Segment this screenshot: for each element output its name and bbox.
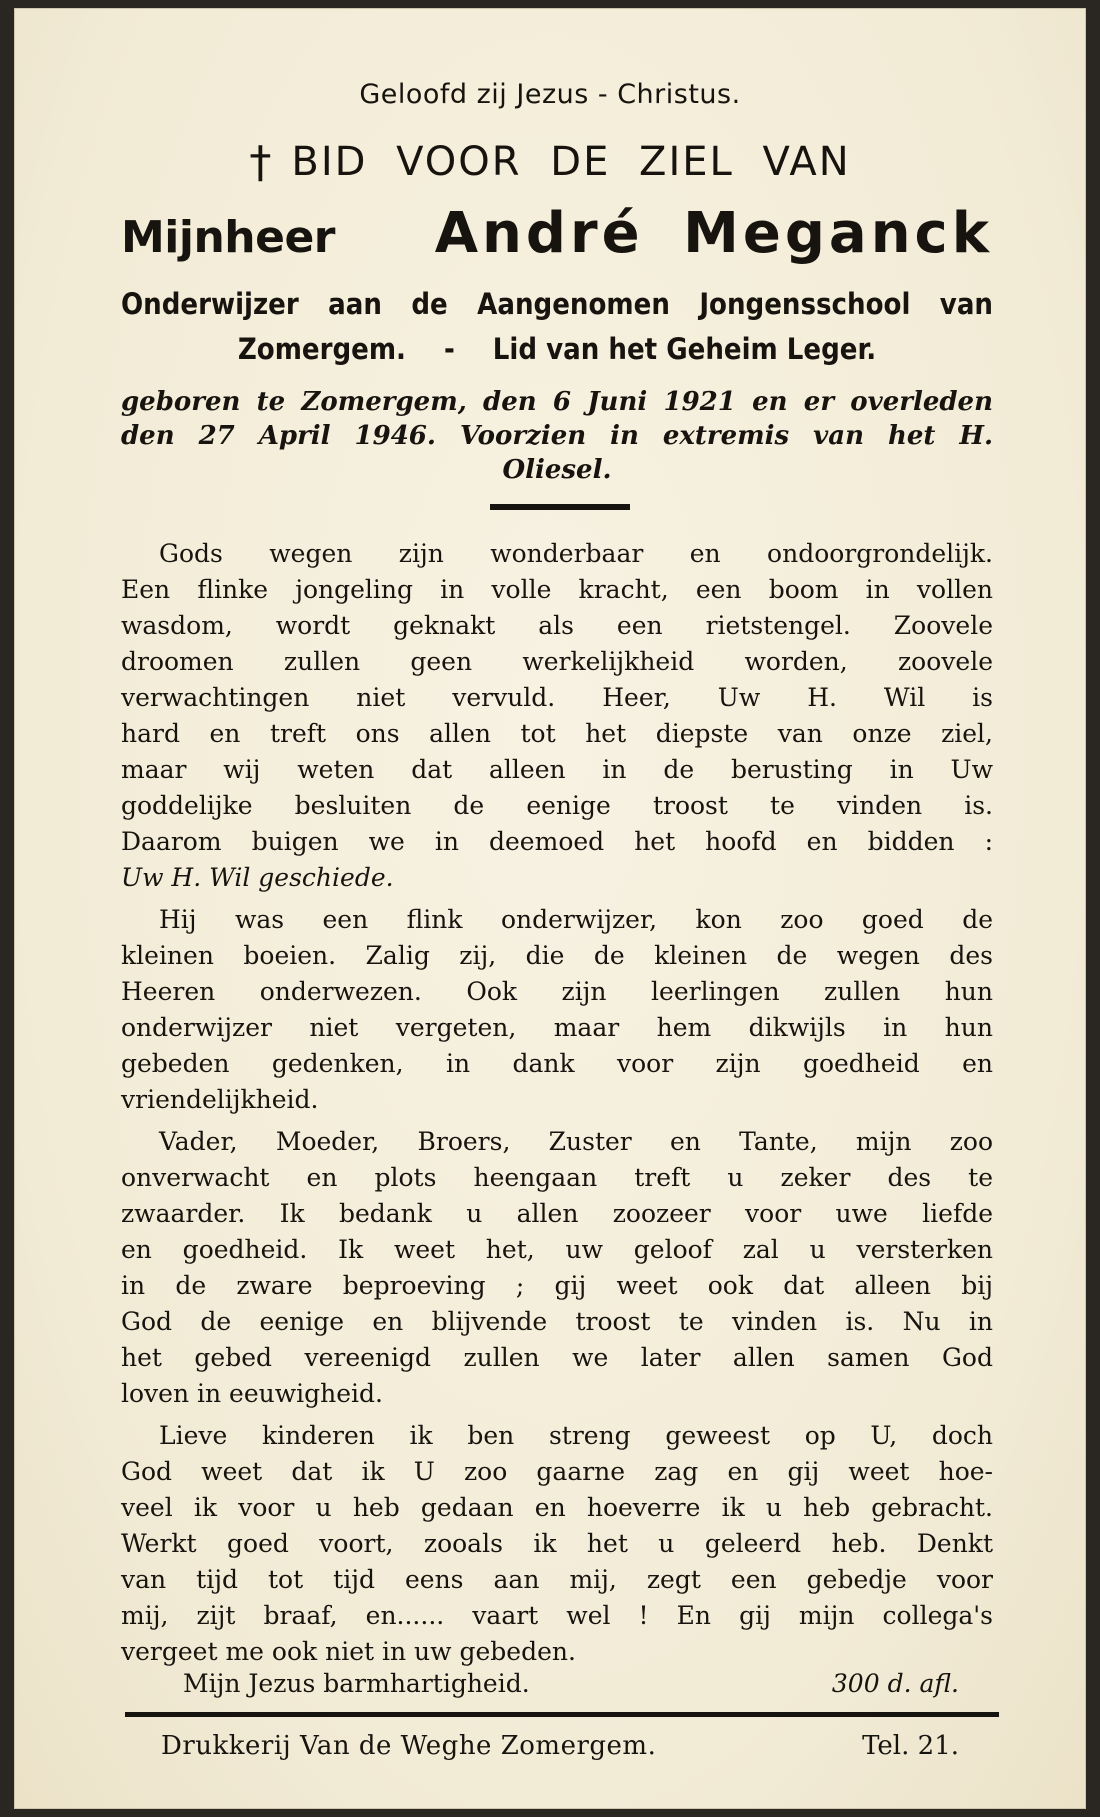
prayer-heading — [15, 137, 1085, 188]
text-line: Vader, Moeder, Broers, Zuster en Tante, mijn zoo — [159, 1127, 993, 1156]
invocation: Geloofd zij Jezus - Christus. — [359, 79, 741, 110]
memorial-card — [14, 8, 1086, 1809]
birth-line-3: Oliesel. — [502, 455, 612, 485]
role-line-1: Onderwijzer aan de Aangenomen Jongensschool van — [121, 287, 993, 321]
text-line: God de eenige en blijvende troost te vinden is. Nu in — [121, 1307, 993, 1336]
text-line: zwaarder. Ik bedank u allen zoozeer voor uwe liefde — [121, 1199, 993, 1228]
text-line: mij, zijt braaf, en...... vaart wel ! En gij mijn collega's — [121, 1601, 993, 1630]
text-line: wasdom, wordt geknakt als een rietstengel. Zoovele — [121, 611, 993, 640]
prayer-line: BID VOOR DE ZIEL VAN — [291, 139, 851, 185]
printer-footer — [121, 1731, 993, 1761]
text-line: Lieve kinderen ik ben streng geweest op U, doch — [159, 1421, 993, 1450]
text-line: Werkt goed voort, zooals ik het u geleerd heb. Denkt — [121, 1529, 993, 1558]
long-divider — [125, 1712, 999, 1717]
text-line: vriendelijkheid. — [121, 1085, 319, 1114]
text-line: gebeden gedenken, in dank voor zijn goedheid en — [121, 1049, 993, 1078]
birth-death-info — [121, 385, 993, 487]
paragraph-1 — [121, 536, 993, 896]
text-line: Daarom buigen we in deemoed het hoofd en bidden : — [121, 827, 993, 856]
text-line: kleinen boeien. Zalig zij, die de kleinen de wegen des — [121, 941, 993, 970]
printer-name: Drukkerij Van de Weghe Zomergem. — [161, 1731, 657, 1761]
role-line-2 — [121, 332, 993, 366]
text-line: onverwacht en plots heengaan treft u zeker des te — [121, 1163, 993, 1192]
text-line: vergeet me ook niet in uw gebeden. — [121, 1637, 576, 1666]
text-line: maar wij weten dat alleen in de berusting in Uw — [121, 755, 993, 784]
deceased-name: André Meganck — [434, 201, 993, 266]
text-line: onderwijzer niet vergeten, maar hem dikwijls in hun — [121, 1013, 993, 1042]
cross-icon: † — [249, 137, 274, 188]
indulgence-note: 300 d. afl. — [831, 1669, 959, 1698]
printer-phone: Tel. 21. — [862, 1731, 959, 1761]
text-line: van tijd tot tijd eens aan mij, zegt een gebedje voor — [121, 1565, 993, 1594]
paragraph-3 — [121, 1124, 993, 1412]
deceased-name-line — [121, 201, 993, 266]
birth-line-1: geboren te Zomergem, den 6 Juni 1921 en er overleden — [121, 387, 993, 417]
text-line: het gebed vereenigd zullen we later allen samen God — [121, 1343, 993, 1372]
text-line: verwachtingen niet vervuld. Heer, Uw H. Wil is — [121, 683, 993, 712]
birth-line-2: den 27 April 1946. Voorzien in extremis van het H. — [121, 421, 993, 451]
text-line: veel ik voor u heb gedaan en hoeverre ik u heb gebracht. — [121, 1493, 993, 1522]
text-line-italic: Uw H. Wil geschiede. — [121, 863, 394, 892]
honorific: Mijnheer — [121, 212, 335, 263]
text-line: hard en treft ons allen tot het diepste van onze ziel, — [121, 719, 993, 748]
text-line: Een flinke jongeling in volle kracht, een boom in vollen — [121, 575, 993, 604]
text-line: Heeren onderwezen. Ook zijn leerlingen zullen hun — [121, 977, 993, 1006]
text-line: Hij was een flink onderwijzer, kon zoo goed de — [159, 905, 993, 934]
text-line: loven in eeuwigheid. — [121, 1379, 383, 1408]
text-line: God weet dat ik U zoo gaarne zag en gij weet hoe- — [121, 1457, 993, 1486]
text-line: en goedheid. Ik weet het, uw geloof zal u versterken — [121, 1235, 993, 1264]
text-line: droomen zullen geen werkelijkheid worden, zoovele — [121, 647, 993, 676]
paragraph-2 — [121, 902, 993, 1118]
closing-line — [121, 1669, 993, 1698]
paragraph-4 — [121, 1418, 993, 1670]
closing-prayer: Mijn Jezus barmhartigheid. — [183, 1669, 530, 1698]
role-place: Zomergem. — [237, 332, 406, 366]
role-separator: - — [443, 332, 455, 366]
memorial-text — [121, 536, 993, 1676]
text-line: in de zware beproeving ; gij weet ook dat alleen bij — [121, 1271, 993, 1300]
role-membership: Lid van het Geheim Leger. — [492, 332, 877, 366]
text-line: Gods wegen zijn wonderbaar en ondoorgrondelijk. — [159, 539, 993, 568]
text-line: goddelijke besluiten de eenige troost te vinden is. — [121, 791, 993, 820]
short-divider — [490, 504, 630, 510]
